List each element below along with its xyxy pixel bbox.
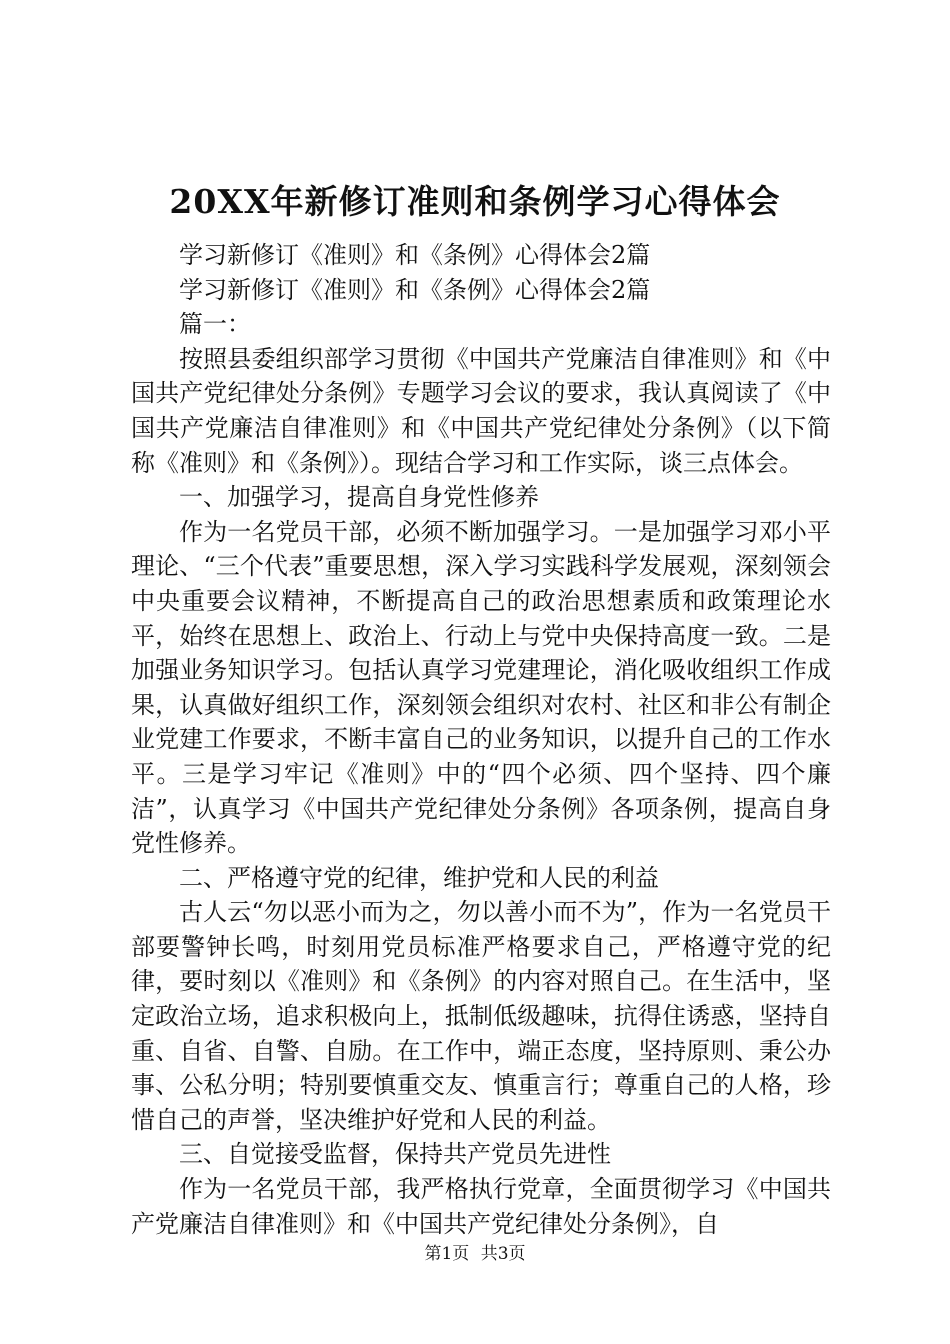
subtitle-line: 学习新修订《准则》和《条例》心得体会2篇 [179,241,651,269]
document-body [131,238,831,1241]
subtitle-line: 学习新修订《准则》和《条例》心得体会2篇 [179,275,651,304]
section-heading: 一、加强学习，提高自身党性修养 [179,483,539,512]
page-footer [0,1242,950,1266]
section-heading: 二、严格遵守党的纪律，维护党和人民的利益 [179,863,659,892]
body-paragraph: 古人云“勿以恶小而为之，勿以善小而不为”，作为一名党员干部要警钟长鸣，时刻用党员标准严格要求自己，严格遵守党的纪律，要时刻以《准则》和《条例》的内容对照自己。在生活中，坚定政治立场，追求积极向上，抵制低级趣味，抗得住诱惑，坚持自重、自省、自警、自励。在工作中，端正态度，坚持原则、秉公办事、公私分明；特别要慎重交友、慎重言行；尊重自己的人格，珍惜自己的声誉，坚决维护好党和人民的利益。 [131,898,831,1134]
page-number: 第1页 [424,1244,470,1264]
body-paragraph: 按照县委组织部学习贯彻《中国共产党廉洁自律准则》和《中国共产党纪律处分条例》专题学习会议的要求，我认真阅读了《中国共产党廉洁自律准则》和《中国共产党纪律处分条例》（以下简称《准则》和《条例》）。现结合学习和工作实际，谈三点体会。 [131,344,831,477]
document-title: 20XX年新修订准则和条例学习心得体会 [169,182,781,221]
part-heading: 篇一： [179,310,251,339]
body-paragraph: 作为一名党员干部，必须不断加强学习。一是加强学习邓小平理论、“三个代表”重要思想，深入学习实践科学发展观，深刻领会中央重要会议精神，不断提高自己的政治思想素质和政策理论水平，始终在思想上、政治上、行动上与党中央保持高度一致。二是加强业务知识学习。包括认真学习党建理论，消化吸收组织工作成果，认真做好组织工作，深刻领会组织对农村、社区和非公有制企业党建工作要求，不断丰富自己的业务知识，以提升自己的工作水平。三是学习牢记《准则》中的“四个必须、四个坚持、四个廉洁”，认真学习《中国共产党纪律处分条例》各项条例，提高自身党性修养。 [131,517,831,858]
page-total: 共3页 [480,1244,526,1264]
section-heading: 三、自觉接受监督，保持共产党员先进性 [179,1140,611,1169]
body-paragraph: 作为一名党员干部，我严格执行党章，全面贯彻学习《中国共产党廉洁自律准则》和《中国共产党纪律处分条例》，自 [131,1175,831,1238]
